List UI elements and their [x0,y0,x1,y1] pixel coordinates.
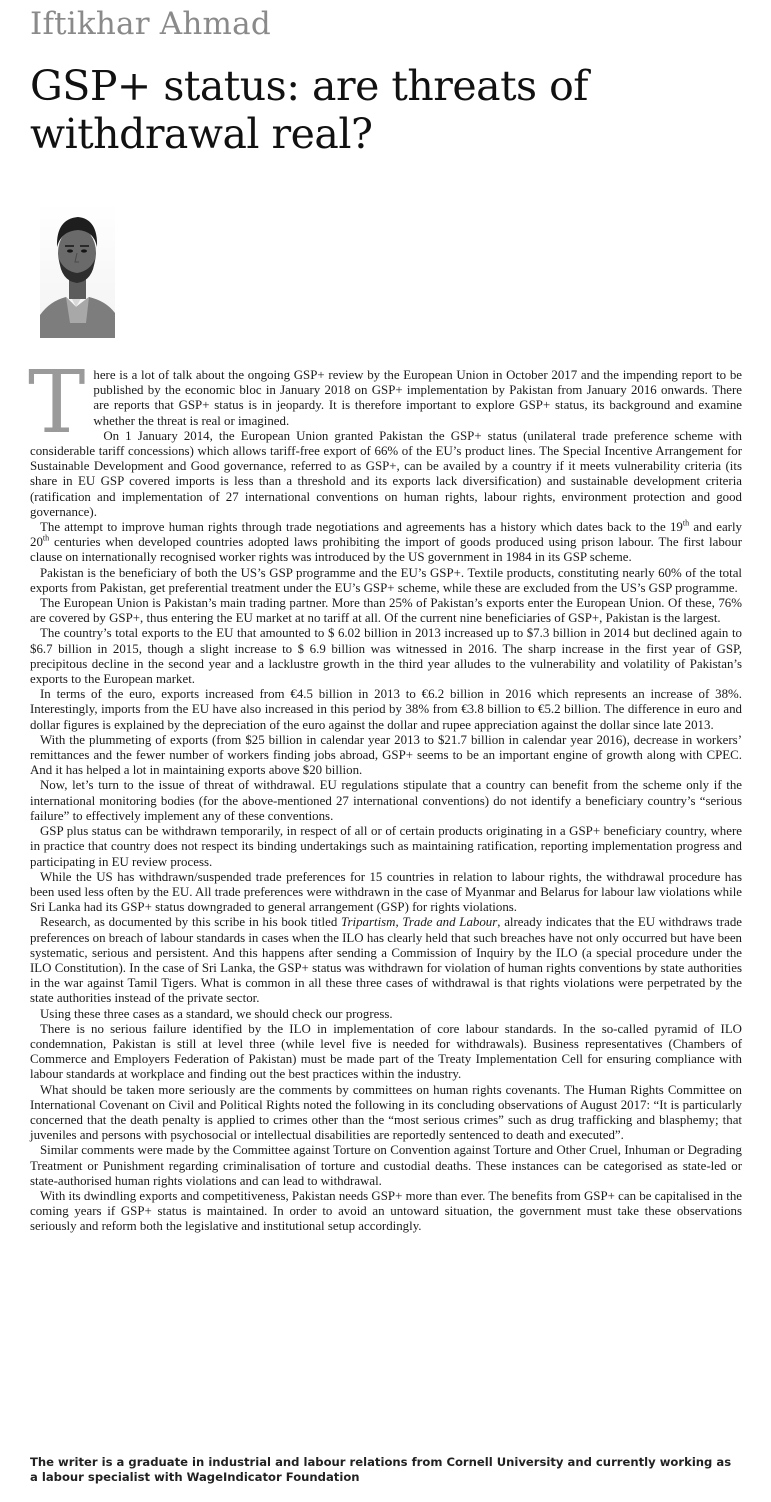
paragraph-2: On 1 January 2014, the European Union granted Pakistan the GSP+ status (unilateral trade preference scheme with considerable tariff concessions) which allows tariff-free export of 66% of the EU’s product lines. The Special Incentive Arrangement for Sustainable Development and Good governance, referred to as GSP+, can be availed by a country if it meets vulnerability criteria (its share in EU GSP covered imports is less than a threshold and its exports lack diversification) and sustainable development criteria (ratification and implementation of 27 international conventions on human rights, labour rights, environment protection and good governance). [30,428,742,519]
paragraph-14: There is no serious failure identified by the ILO in implementation of core labour standards. In the so-called pyramid of ILO condemnation, Pakistan is still at level three (while level five is needed for withdrawals). Business representatives (Chambers of Commerce and Employers Federation of Pakistan) must be made part of the Treaty Implementation Cell for ensuring compliance with labour standards at workplace and finding out the best practices within the industry. [30,1021,742,1082]
paragraph-12-text-a: Research, as documented by this scribe in his book titled [40,915,342,930]
headline: GSP+ status: are threats of withdrawal real? [30,62,588,158]
paragraph-3 [30,520,742,566]
superscript-th-2: th [42,533,50,543]
paragraph-3-text-a: The attempt to improve human rights through trade negotiations and agreements has a history which dates back to the 19 [40,520,683,535]
author-bio: The writer is a graduate in industrial and labour relations from Cornell University and currently working as a labour specialist with WageIndicator Foundation [30,1455,732,1484]
paragraph-1: here is a lot of talk about the ongoing GSP+ review by the European Union in October 2017 and the impending report to be published by the economic bloc in January 2018 on GSP+ implementation by Pakistan from January 2016 onwards. There are reports that GSP+ status is in jeopardy. It is therefore important to explore GSP+ status, its background and examine whether the threat is real or imagined. [93,368,742,428]
article-body [28,353,742,1235]
paragraph-11: While the US has withdrawn/suspended trade preferences for 15 countries in relation to labour rights, the withdrawal procedure has been used less often by the EU. All trade preferences were withdrawn in the case of Myanmar and Belarus for labour law violations while Sri Lanka had its GSP+ status downgraded to general arrangement (GSP) for rights violations. [30,869,742,915]
author-photo [40,203,115,338]
paragraph-6: The country’s total exports to the EU that amounted to $ 6.02 billion in 2013 increased up to $7.3 billion in 2014 but declined again to $6.7 billion in 2015, though a slight increase to $ 6.9 billion was witnessed in 2016. The sharp increase in the first year of GSP, precipitous decline in the second year and a lacklustre growth in the third year alludes to the vulnerability and volatility of Pakistan’s exports to the European market. [30,626,742,687]
paragraph-3-text-c: centuries when developed countries adopted laws prohibiting the import of goods produced using prison labour. The first labour clause on internationally recognised worker rights was introduced by the US government in 1984 in its GSP scheme. [30,535,742,565]
paragraph-15: What should be taken more seriously are the comments by committees on human rights covenants. The Human Rights Committee on International Covenant on Civil and Political Rights noted the following in its concluding observations of August 2017: “It is particularly concerned that the death penalty is applied to crimes other than the “most serious crimes” such as drug trafficking and blasphemy; that juveniles and persons with psychosocial or intellectual disabilities are reportedly sentenced to death and executed”. [30,1082,742,1143]
paragraph-10: GSP plus status can be withdrawn temporarily, in respect of all or of certain products originating in a GSP+ beneficiary country, where in practice that country does not respect its binding undertakings such as maintaining ratification, reporting implementation progress and participating in EU review process. [30,824,742,869]
paragraph-8: With the plummeting of exports (from $25 billion in calendar year 2013 to $21.7 billion in calendar year 2016), decrease in workers’ remittances and the fewer number of workers finding jobs abroad, GSP+ seems to be an important engine of growth along with CPEC. And it has helped a lot in maintaining exports above $20 billion. [30,732,742,778]
book-title: Tripartism, Trade and Labour [341,915,498,930]
paragraph-13: Using these three cases as a standard, we should check our progress. [40,1006,393,1021]
drop-cap: T [28,353,86,453]
paragraph-16: Similar comments were made by the Committee against Torture on Convention against Torture and Other Cruel, Inhuman or Degrading Treatment or Punishment regarding criminalisation of torture and custodial deaths. These instances can be categorised as state-led or state-authorised human rights violations and can lead to withdrawal. [30,1143,742,1188]
paragraph-4: Pakistan is the beneficiary of both the US’s GSP programme and the EU’s GSP+. Textile products, constituting nearly 60% of the total exports from Pakistan, get preferential treatment under the EU’s GSP+ scheme, while these are excluded from the US’s GSP programme. [30,565,742,595]
paragraph-7: In terms of the euro, exports increased from €4.5 billion in 2013 to €6.2 billion in 2016 which represents an increase of 38%. Interestingly, imports from the EU have also increased in this period by 38% from €3.8 billion to €5.2 billion. The difference in euro and dollar figures is explained by the depreciation of the euro against the dollar and rupee appreciation against the dollar since late 2013. [30,687,742,732]
paragraph-12 [30,915,742,1006]
superscript-th-1: th [682,518,690,528]
paragraph-5: The European Union is Pakistan’s main trading partner. More than 25% of Pakistan’s exports enter the European Union. Of these, 76% are covered by GSP+, thus entering the EU market at no tariff at all. Of the current nine beneficiaries of GSP+, Pakistan is the largest. [30,596,742,626]
author-name: Iftikhar Ahmad [30,6,271,42]
paragraph-12-text-b: , already indicates that the EU withdraws trade preferences on breach of labour standards in cases when the ILO has clearly held that such breaches have not only occurred but have been systematic, serious and persistent. And this happens after sending a Commission of Inquiry by the ILO (a special procedure under the ILO Constitution). In the case of Sri Lanka, the GSP+ status was withdrawn for violation of human rights conventions by state authorities in the war against Tamil Tigers. What is common in all these three cases of withdrawal is that rights violations were perpetrated by the state authorities instead of the private sector. [30,915,742,1006]
paragraph-3-text-b: and early 20 [30,520,742,550]
paragraph-17: With its dwindling exports and competitiveness, Pakistan needs GSP+ more than ever. The benefits from GSP+ can be capitalised in the coming years if GSP+ status is maintained. In order to avoid an untoward situation, the government must take these observations seriously and reform both the legislative and institutional setup accordingly. [30,1188,742,1234]
paragraph-9: Now, let’s turn to the issue of threat of withdrawal. EU regulations stipulate that a country can benefit from the scheme only if the international monitoring bodies (for the above-mentioned 27 international conventions) do not identify a beneficiary country’s “serious failure” to effectively implement any of these conventions. [30,778,742,823]
